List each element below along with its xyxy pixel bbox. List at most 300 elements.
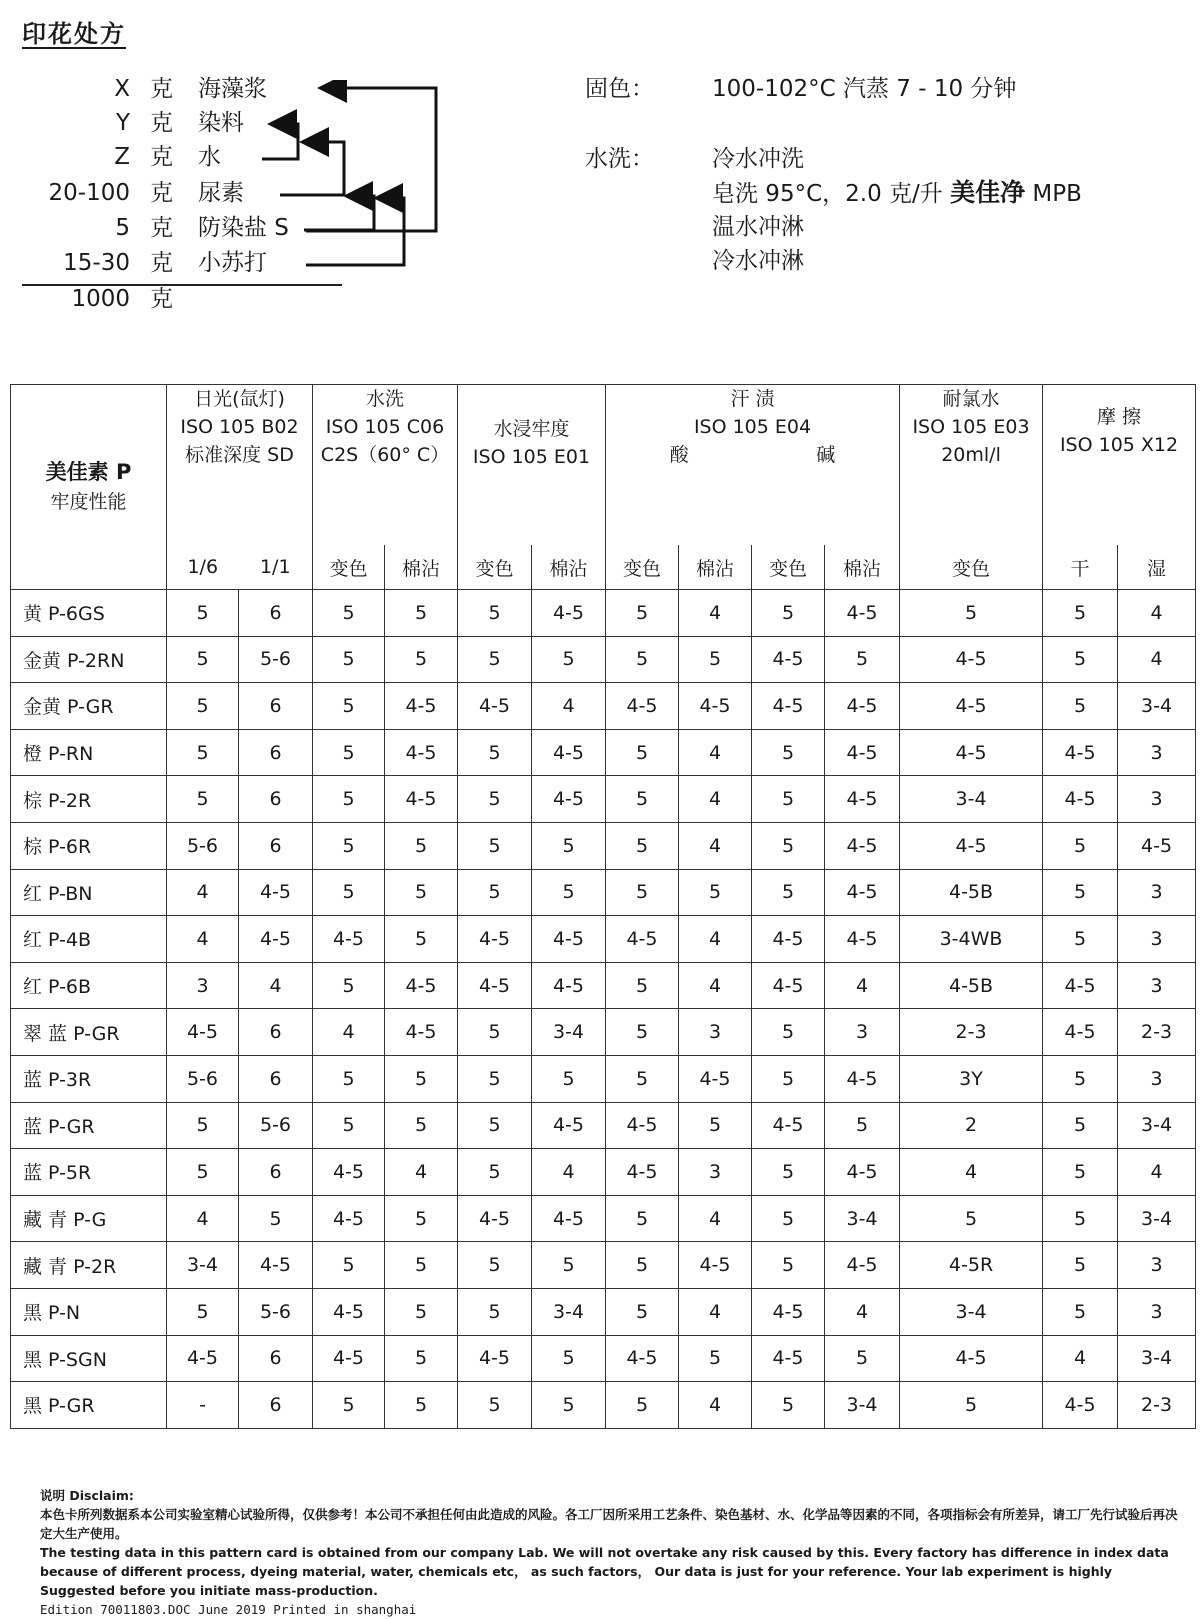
rating-cell: 3 (1118, 916, 1196, 963)
rating-cell: 2 (900, 1102, 1043, 1149)
header-chlorine-l1: 耐氯水 (942, 388, 1000, 410)
rating-cell: 5 (606, 962, 679, 1009)
fixing-value: 100-102°C 汽蒸 7 - 10 分钟 (712, 76, 1017, 102)
rating-cell: 5 (606, 1195, 679, 1242)
rating-cell: 5 (679, 1102, 752, 1149)
recipe-name: 海藻浆 (198, 76, 267, 102)
col-header: 棉沾 (679, 545, 752, 590)
rating-cell: 4-5 (900, 683, 1043, 730)
rating-cell: 4-5 (679, 1055, 752, 1102)
rating-cell: 4 (679, 729, 752, 776)
rating-cell: 5 (752, 590, 825, 637)
rating-cell: 3 (167, 962, 239, 1009)
recipe-unit: 克 (150, 180, 173, 206)
header-sweat-split (606, 441, 899, 469)
rating-cell: 4-5 (900, 822, 1043, 869)
rating-cell: 5-6 (239, 636, 313, 683)
rating-cell: 4-5 (825, 916, 900, 963)
rating-cell: 5 (458, 1009, 532, 1056)
recipe-name: 尿素 (198, 180, 244, 206)
rating-cell: 4-5 (532, 1102, 606, 1149)
header-sweat-acid: 酸 (669, 444, 689, 466)
rating-cell: 5 (825, 1335, 900, 1382)
rating-cell: 5-6 (239, 1288, 313, 1335)
rating-cell: 5 (1043, 683, 1118, 730)
col-header: 变色 (900, 545, 1043, 590)
rating-cell: 4-5 (679, 683, 752, 730)
table-header-row (11, 385, 1196, 546)
washing-label: 水洗： (585, 146, 654, 172)
rating-cell: 5 (313, 590, 385, 637)
rating-cell: 5 (385, 916, 458, 963)
dye-name: 棕 P-2R (11, 776, 167, 823)
dye-name: 黑 P-SGN (11, 1335, 167, 1382)
rating-cell: 4 (1043, 1335, 1118, 1382)
rating-cell: 4-5 (752, 916, 825, 963)
rating-cell: 3-4 (1118, 1195, 1196, 1242)
rating-cell: 5 (1043, 1149, 1118, 1196)
rating-cell: 4-5 (532, 590, 606, 637)
rating-cell: 4-5 (752, 636, 825, 683)
rating-cell: 4-5 (239, 916, 313, 963)
recipe-unit: 克 (150, 76, 173, 102)
table-row (11, 776, 1196, 823)
rating-cell: 5 (606, 1009, 679, 1056)
rating-cell: 5 (167, 729, 239, 776)
rating-cell: 5 (385, 636, 458, 683)
rating-cell: 5 (313, 869, 385, 916)
header-brand (11, 385, 167, 590)
rating-cell: 5 (458, 1102, 532, 1149)
rating-cell: 5 (167, 683, 239, 730)
rating-cell: 5 (239, 1195, 313, 1242)
header-wash-l3: C2S（60° C） (320, 444, 450, 466)
rating-cell: 4-5 (825, 776, 900, 823)
rating-cell: 5 (385, 1102, 458, 1149)
table-row (11, 822, 1196, 869)
table-row (11, 1288, 1196, 1335)
header-sweat-l2: ISO 105 E04 (693, 416, 812, 438)
rating-cell: 3 (679, 1149, 752, 1196)
washing-step: 温水冲淋 (712, 214, 804, 240)
disclaimer-edition: Edition 70011803.DOC June 2019 Printed in shanghai (40, 1602, 417, 1617)
dye-name: 蓝 P-3R (11, 1055, 167, 1102)
rating-cell: 5 (385, 1055, 458, 1102)
table-row (11, 729, 1196, 776)
rating-cell: 5 (458, 1288, 532, 1335)
table-row (11, 636, 1196, 683)
table-subheader-row (11, 545, 1196, 590)
dye-name: 藏 青 P-2R (11, 1242, 167, 1289)
rating-cell: 4-5 (825, 683, 900, 730)
rating-cell: 5 (752, 1055, 825, 1102)
washing-step (712, 176, 1082, 211)
rating-cell: 4 (679, 1288, 752, 1335)
col-header: 1/1 (239, 545, 313, 590)
col-header: 湿 (1118, 545, 1196, 590)
header-brand-name: 美佳素 P (45, 460, 132, 484)
table-row (11, 869, 1196, 916)
header-wash-l2: ISO 105 C06 (325, 416, 445, 438)
rating-cell: 5 (385, 1335, 458, 1382)
rating-cell: 5 (313, 962, 385, 1009)
rating-cell: 4-5 (825, 1242, 900, 1289)
header-water-l2: ISO 105 E01 (472, 446, 591, 468)
dye-name: 蓝 P-GR (11, 1102, 167, 1149)
washing-step: 冷水冲淋 (712, 248, 804, 274)
rating-cell: 5 (606, 776, 679, 823)
rating-cell: 5 (900, 1382, 1043, 1429)
rating-cell: 4-5 (385, 683, 458, 730)
rating-cell: 5 (385, 822, 458, 869)
col-header: 棉沾 (532, 545, 606, 590)
header-chlorine (900, 385, 1043, 546)
fastness-table (10, 384, 1196, 1429)
rating-cell: 3 (1118, 1288, 1196, 1335)
rating-cell: 3-4 (900, 776, 1043, 823)
rating-cell: 5 (825, 636, 900, 683)
header-light (167, 385, 313, 546)
header-rub (1043, 385, 1196, 546)
recipe-total-amount: 1000 (71, 286, 130, 312)
rating-cell: 4-5 (825, 869, 900, 916)
recipe-name: 水 (198, 144, 221, 170)
disclaimer-en: The testing data in this pattern card is obtained from our company Lab. We will not overtake any risk caused by this. Every factory has difference in index data because of different process, dyeing material, water, chemicals etc， as such factors， Our data is just for your reference. Your lab experiment is highly Suggested before you initiate mass-production. (40, 1545, 1169, 1598)
rating-cell: 5 (385, 869, 458, 916)
fixing-label: 固色： (585, 76, 654, 102)
rating-cell: 4 (679, 776, 752, 823)
rating-cell: 5 (752, 1242, 825, 1289)
dye-name: 红 P-BN (11, 869, 167, 916)
rating-cell: 5-6 (167, 1055, 239, 1102)
header-rub-l1: 摩 擦 (1097, 406, 1142, 428)
col-header: 棉沾 (385, 545, 458, 590)
rating-cell: 5 (458, 776, 532, 823)
disclaimer (40, 1486, 1180, 1619)
rating-cell: 4 (167, 869, 239, 916)
rating-cell: 5 (900, 590, 1043, 637)
rating-cell: 4-5 (385, 1009, 458, 1056)
rating-cell: 5 (1043, 636, 1118, 683)
rating-cell: 3 (1118, 729, 1196, 776)
rating-cell: 4-5 (458, 1335, 532, 1382)
rating-cell: 5 (313, 1382, 385, 1429)
rating-cell: 3-4 (167, 1242, 239, 1289)
header-light-l1: 日光(氙灯) (194, 388, 285, 410)
rating-cell: 4 (900, 1149, 1043, 1196)
rating-cell: 5 (1043, 916, 1118, 963)
rating-cell: 4 (679, 822, 752, 869)
rating-cell: 5 (1043, 1195, 1118, 1242)
rating-cell: 4 (167, 1195, 239, 1242)
rating-cell: 4-5 (458, 1195, 532, 1242)
dye-name: 藏 青 P-G (11, 1195, 167, 1242)
dye-name: 蓝 P-5R (11, 1149, 167, 1196)
col-header: 变色 (752, 545, 825, 590)
dye-name: 棕 P-6R (11, 822, 167, 869)
rating-cell: 5 (752, 1195, 825, 1242)
washing-step-suffix: MPB (1025, 181, 1082, 207)
rating-cell: 4-5 (606, 1102, 679, 1149)
rating-cell: 5 (825, 1102, 900, 1149)
rating-cell: 5 (606, 636, 679, 683)
rating-cell: 5 (385, 590, 458, 637)
rating-cell: 5 (167, 590, 239, 637)
recipe-name: 染料 (198, 110, 244, 136)
rating-cell: 5 (1043, 822, 1118, 869)
table-row (11, 962, 1196, 1009)
rating-cell: 6 (239, 729, 313, 776)
rating-cell: 4-5 (458, 962, 532, 1009)
rating-cell: 4 (239, 962, 313, 1009)
rating-cell: 6 (239, 590, 313, 637)
rating-cell: 5 (313, 729, 385, 776)
rating-cell: 4-5 (458, 916, 532, 963)
rating-cell: 5 (752, 822, 825, 869)
rating-cell: 5 (752, 776, 825, 823)
rating-cell: 4-5 (313, 1195, 385, 1242)
header-rub-l2: ISO 105 X12 (1059, 434, 1179, 456)
rating-cell: 5 (313, 683, 385, 730)
rating-cell: 4-5 (1118, 822, 1196, 869)
header-water (458, 385, 606, 546)
rating-cell: 4-5 (1043, 962, 1118, 1009)
rating-cell: 5 (606, 1288, 679, 1335)
rating-cell: 6 (239, 1009, 313, 1056)
rating-cell: 3-4 (532, 1288, 606, 1335)
header-sweat-l1: 汗 渍 (730, 388, 775, 410)
rating-cell: 5-6 (167, 822, 239, 869)
rating-cell: 5 (606, 869, 679, 916)
rating-cell: 5 (313, 822, 385, 869)
rating-cell: 3 (679, 1009, 752, 1056)
dye-name: 金黄 P-GR (11, 683, 167, 730)
table-body (11, 590, 1196, 1429)
rating-cell: 4-5 (606, 683, 679, 730)
rating-cell: 4-5B (900, 869, 1043, 916)
rating-cell: 4-5 (825, 1149, 900, 1196)
rating-cell: 4 (385, 1149, 458, 1196)
rating-cell: 4-5 (532, 962, 606, 1009)
rating-cell: 5 (752, 1382, 825, 1429)
rating-cell: 6 (239, 683, 313, 730)
rating-cell: 4-5 (532, 916, 606, 963)
rating-cell: 5 (385, 1382, 458, 1429)
rating-cell: 5-6 (239, 1102, 313, 1149)
rating-cell: 5 (313, 1055, 385, 1102)
rating-cell: 4-5 (385, 962, 458, 1009)
dye-name: 橙 P-RN (11, 729, 167, 776)
rating-cell: 4-5 (752, 1102, 825, 1149)
rating-cell: 5 (532, 1055, 606, 1102)
rating-cell: 4-5 (752, 683, 825, 730)
rating-cell: 5 (752, 729, 825, 776)
rating-cell: 5 (606, 729, 679, 776)
recipe-unit: 克 (150, 250, 173, 276)
recipe-unit: 克 (150, 144, 173, 170)
rating-cell: 4-5 (385, 729, 458, 776)
recipe-unit: 克 (150, 110, 173, 136)
rating-cell: 5 (313, 636, 385, 683)
header-water-l1: 水浸牢度 (493, 418, 570, 440)
col-header: 变色 (313, 545, 385, 590)
rating-cell: 3-4 (825, 1195, 900, 1242)
rating-cell: 4 (679, 1382, 752, 1429)
rating-cell: 6 (239, 822, 313, 869)
recipe-name: 小苏打 (198, 250, 267, 276)
recipe-amount: 20-100 (48, 180, 130, 206)
rating-cell: 5 (1043, 869, 1118, 916)
rating-cell: 4-5 (167, 1335, 239, 1382)
rating-cell: 4-5 (313, 916, 385, 963)
rating-cell: 5 (167, 776, 239, 823)
col-header: 干 (1043, 545, 1118, 590)
table-row (11, 1055, 1196, 1102)
rating-cell: 4-5 (458, 683, 532, 730)
rating-cell: 5 (458, 636, 532, 683)
recipe-name: 防染盐 S (198, 215, 289, 241)
rating-cell: 3-4 (532, 1009, 606, 1056)
rating-cell: 5 (1043, 590, 1118, 637)
table-row (11, 683, 1196, 730)
rating-cell: 4-5 (532, 729, 606, 776)
dye-name: 黄 P-6GS (11, 590, 167, 637)
header-sweat (606, 385, 900, 546)
rating-cell: 5 (606, 822, 679, 869)
header-wash (313, 385, 458, 546)
rating-cell: 4-5 (532, 1195, 606, 1242)
rating-cell: 5 (532, 822, 606, 869)
rating-cell: 5 (458, 869, 532, 916)
rating-cell: 3 (1118, 1242, 1196, 1289)
rating-cell: 4 (679, 590, 752, 637)
rating-cell: 6 (239, 1149, 313, 1196)
rating-cell: 5 (313, 1242, 385, 1289)
rating-cell: 4 (532, 683, 606, 730)
recipe-unit: 克 (150, 215, 173, 241)
rating-cell: 5 (752, 869, 825, 916)
header-brand-sub: 牢度性能 (50, 491, 127, 513)
table-row (11, 1009, 1196, 1056)
rating-cell: 4 (825, 1288, 900, 1335)
page-title: 印花处方 (22, 20, 126, 48)
table-row (11, 1382, 1196, 1429)
rating-cell: 4-5R (900, 1242, 1043, 1289)
rating-cell: 6 (239, 1335, 313, 1382)
rating-cell: 4 (313, 1009, 385, 1056)
rating-cell: 5 (679, 869, 752, 916)
rating-cell: 3-4WB (900, 916, 1043, 963)
rating-cell: 5 (167, 1288, 239, 1335)
table-row (11, 1102, 1196, 1149)
rating-cell: 4-5 (900, 729, 1043, 776)
rating-cell: 5 (1043, 1102, 1118, 1149)
col-header: 变色 (458, 545, 532, 590)
rating-cell: 4 (167, 916, 239, 963)
dye-name: 黑 P-GR (11, 1382, 167, 1429)
table-row (11, 1242, 1196, 1289)
recipe-amount: 15-30 (63, 250, 130, 276)
rating-cell: 5 (606, 1382, 679, 1429)
rating-cell: 4-5 (313, 1149, 385, 1196)
rating-cell: 4 (1118, 590, 1196, 637)
rating-cell: 5 (167, 1149, 239, 1196)
header-light-l2: ISO 105 B02 (180, 416, 299, 438)
disclaimer-title: 说明 Disclaim: (40, 1488, 134, 1503)
rating-cell: 4-5 (606, 1149, 679, 1196)
rating-cell: 5 (532, 1242, 606, 1289)
rating-cell: 2-3 (1118, 1009, 1196, 1056)
rating-cell: 5 (532, 1335, 606, 1382)
rating-cell: 4-5 (239, 869, 313, 916)
rating-cell: 5 (606, 1055, 679, 1102)
rating-cell: 4-5 (752, 962, 825, 1009)
rating-cell: 4 (825, 962, 900, 1009)
rating-cell: 4-5 (606, 1335, 679, 1382)
rating-cell: - (167, 1382, 239, 1429)
rating-cell: 5 (458, 1149, 532, 1196)
washing-step: 冷水冲洗 (712, 146, 804, 172)
rating-cell: 5 (606, 1242, 679, 1289)
rating-cell: 4 (679, 916, 752, 963)
rating-cell: 3 (1118, 776, 1196, 823)
rating-cell: 5 (1043, 1055, 1118, 1102)
rating-cell: 5 (1043, 1242, 1118, 1289)
header-wash-l1: 水洗 (365, 388, 404, 410)
rating-cell: 4-5 (679, 1242, 752, 1289)
rating-cell: 5 (458, 1055, 532, 1102)
rating-cell: 4 (532, 1149, 606, 1196)
rating-cell: 3-4 (1118, 683, 1196, 730)
rating-cell: 4-5 (606, 916, 679, 963)
rating-cell: 4-5 (825, 822, 900, 869)
col-header: 变色 (606, 545, 679, 590)
rating-cell: 5 (1043, 1288, 1118, 1335)
rating-cell: 5 (752, 1009, 825, 1056)
dye-name: 黑 P-N (11, 1288, 167, 1335)
rating-cell: 3-4 (1118, 1335, 1196, 1382)
rating-cell: 4 (679, 1195, 752, 1242)
rating-cell: 4-5 (239, 1242, 313, 1289)
rating-cell: 3-4 (825, 1382, 900, 1429)
rating-cell: 4-5 (385, 776, 458, 823)
rating-cell: 3 (1118, 1055, 1196, 1102)
recipe-total-unit: 克 (150, 286, 173, 312)
rating-cell: 4-5 (900, 636, 1043, 683)
rating-cell: 4-5 (1043, 776, 1118, 823)
rating-cell: 5 (458, 1242, 532, 1289)
rating-cell: 3 (825, 1009, 900, 1056)
rating-cell: 4-5 (167, 1009, 239, 1056)
rating-cell: 5 (313, 1102, 385, 1149)
rating-cell: 2-3 (1118, 1382, 1196, 1429)
table-row (11, 1195, 1196, 1242)
rating-cell: 4 (679, 962, 752, 1009)
rating-cell: 4-5 (313, 1288, 385, 1335)
col-header: 棉沾 (825, 545, 900, 590)
rating-cell: 4 (1118, 1149, 1196, 1196)
rating-cell: 5 (167, 636, 239, 683)
recipe-amount: Y (115, 110, 130, 136)
rating-cell: 4-5 (1043, 729, 1118, 776)
rating-cell: 5 (679, 636, 752, 683)
rating-cell: 5 (167, 1102, 239, 1149)
rating-cell: 4-5 (752, 1335, 825, 1382)
recipe-amount: Z (114, 144, 130, 170)
washing-step-brand: 美佳净 (950, 178, 1026, 207)
rating-cell: 3-4 (1118, 1102, 1196, 1149)
rating-cell: 4-5 (752, 1288, 825, 1335)
